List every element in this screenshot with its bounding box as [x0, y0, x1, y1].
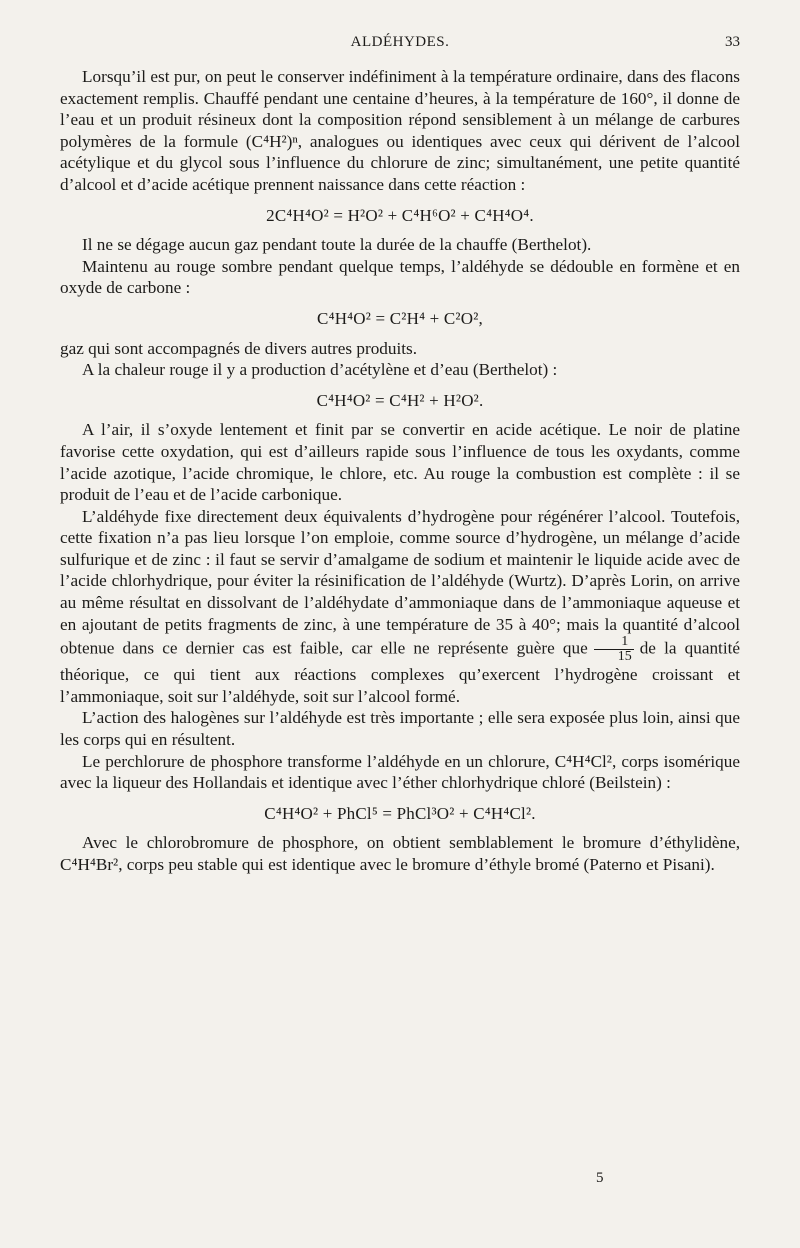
signature-mark: 5 [596, 1170, 604, 1186]
fraction-denominator: 15 [617, 649, 632, 665]
equation-perchloride: C⁴H⁴O² + PhCl⁵ = PhCl³O² + C⁴H⁴Cl². [264, 803, 536, 823]
equation-acetylene: C⁴H⁴O² = C⁴H² + H²O². [316, 390, 484, 410]
running-title: ALDÉHYDES. [350, 34, 450, 50]
paragraph-oxidation: A l’air, il s’oxyde lentement et finit par se convertir en acide acétique. Le noir de platine favorise cette oxydation, qui est d’ailleurs rapide sous l’influence de tous les oxydants, comme l’acide azotique, l’acide chromique, le chlore, etc. Au rouge la combustion est complète : il se produit de l’eau et de l’acide carbonique. [60, 420, 740, 505]
hydrogenation-text-b: de la quantité théorique, ce qui tient aux réactions complexes qu’exercent l’hydrogène croissant et l’ammoniaque, soit sur l’aldéhyde, soit sur l’alcool formé. [60, 638, 740, 706]
paragraph-halogens: L’action des halogènes sur l’aldéhyde est très importante ; elle sera exposée plus loin, ainsi que les corps qui en résultent. [60, 708, 740, 750]
paragraph-gases: gaz qui sont accompagnés de divers autres produits. [60, 338, 418, 358]
hydrogenation-text-a: L’aldéhyde fixe directement deux équivalents d’hydrogène pour régénérer l’alcool. Toutefois, cette fixation n’a pas lieu lorsque l’on emploie, comme source d’hydrogène, un mélange d’acide sulfurique et de zinc : il faut se servir d’amalgame de sodium et maintenir le liquide acide avec de l’acide chlorhydrique, pour éviter la résinification de l’aldéhyde (Wurtz). D’après Lorin, on arrive au même résultat en dissolvant de l’aldéhydate d’ammoniaque dans de l’ammoniaque aqueuse et en ajoutant de petits fragments de zinc, à une température de 35 à 40°; mais la quantité d’alcool obtenue dans ce dernier cas est faible, car elle ne représente guère que [60, 506, 740, 658]
paragraph-red-heat: A la chaleur rouge il y a production d’acétylène et d’eau (Berthelot) : [82, 360, 558, 380]
equation-decomposition: C⁴H⁴O² = C²H⁴ + C²O², [317, 308, 483, 328]
equation-polymerization: 2C⁴H⁴O² = H²O² + C⁴H⁶O² + C⁴H⁴O⁴. [266, 205, 534, 225]
paragraph-no-gas: Il ne se dégage aucun gaz pendant toute la durée de la chauffe (Berthelot). [82, 235, 592, 255]
paragraph-perchloride: Le perchlorure de phosphore transforme l’aldéhyde en un chlorure, C⁴H⁴Cl², corps isomérique avec la liqueur des Hollandais et identique avec l’éther chlorhydrique chloré (Beilstein) : [60, 751, 740, 793]
fraction-numerator: 1 [594, 635, 634, 650]
fraction-one-fifteenth [594, 635, 634, 664]
paragraph-hydrogenation [60, 506, 740, 708]
page-number: 33 [725, 34, 740, 50]
paragraph-purity: Lorsqu’il est pur, on peut le conserver indéfiniment à la température ordinaire, dans des flacons exactement remplis. Chauffé pendant une centaine d’heures, à la température de 160°, il donne de l’eau et un produit résineux dont la composition répond sensiblement à un mélange de carbures polymères de la formule (C⁴H²)ⁿ, analogues ou identiques avec ceux qui dérivent de l’alcool acétylique et du glycol sous l’influence du chlorure de zinc; simultanément, une petite quantité d’alcool et d’acide acétique prennent naissance dans cette réaction : [60, 67, 740, 194]
paragraph-dull-red: Maintenu au rouge sombre pendant quelque temps, l’aldéhyde se dédouble en formène et en oxyde de carbone : [60, 256, 740, 298]
paragraph-chlorobromide: Avec le chlorobromure de phosphore, on obtient semblablement le bromure d’éthylidène, C⁴H⁴Br², corps peu stable qui est identique avec le bromure d’éthyle bromé (Paterno et Pisani). [60, 833, 740, 874]
page-header [60, 34, 740, 58]
page-body [60, 66, 740, 876]
